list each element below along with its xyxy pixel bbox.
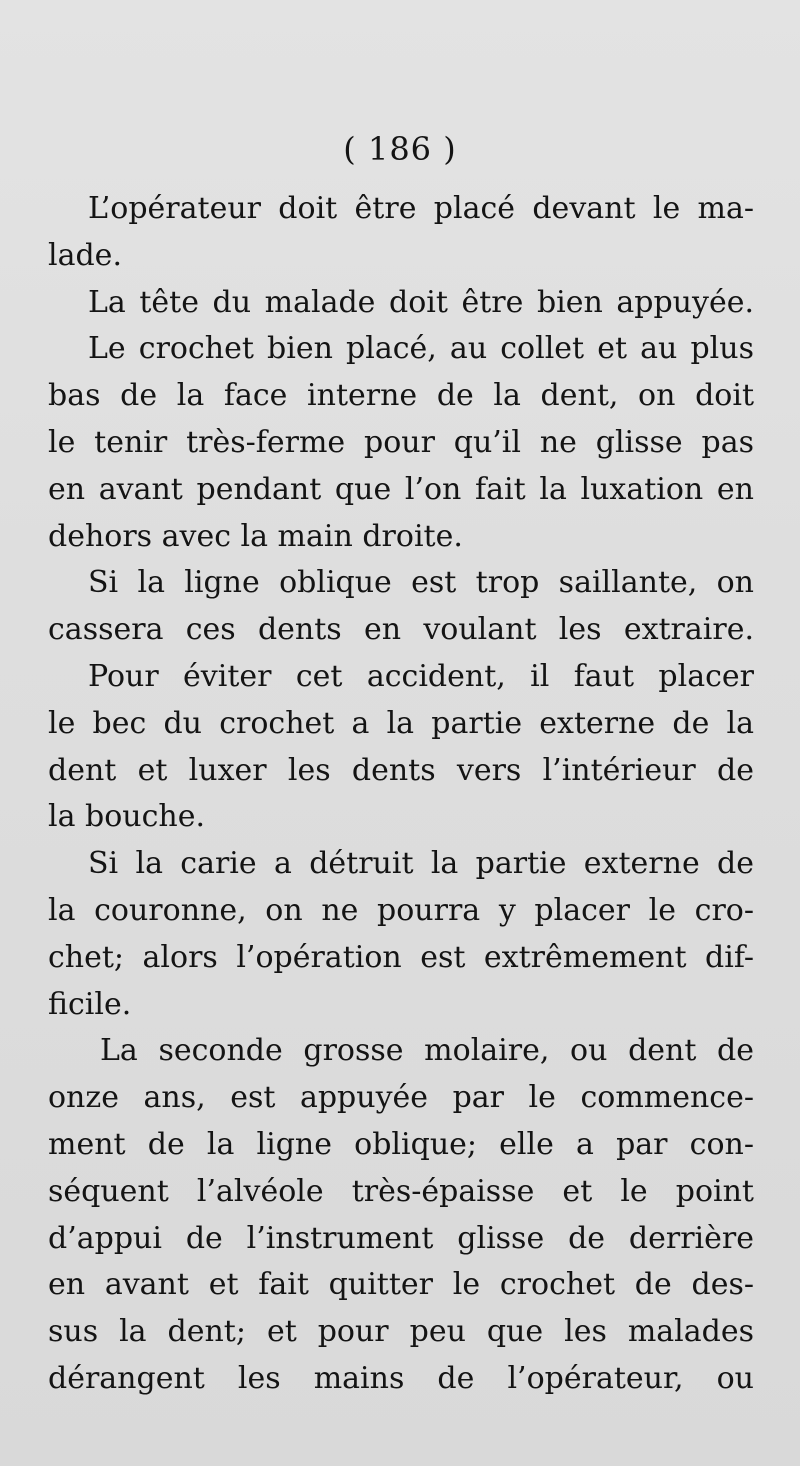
text-line: cassera ces dents en voulant les extraire. xyxy=(48,612,754,648)
text-line: la bouche. xyxy=(48,799,206,835)
text-line: séquent l’alvéole très-épaisse et le point xyxy=(48,1173,754,1209)
text-line: le tenir très-ferme pour qu’il ne glisse pas xyxy=(48,424,754,460)
text-line: Si la carie a détruit la partie externe de xyxy=(88,846,754,882)
text-line: d’appui de l’instrument glisse de derrière xyxy=(48,1220,754,1256)
text-line: en avant pendant que l’on fait la luxation en xyxy=(48,471,754,507)
text-line: ment de la ligne oblique; elle a par con- xyxy=(48,1126,754,1162)
text-line: Pour éviter cet accident, il faut placer xyxy=(88,658,754,694)
text-line: la couronne, on ne pourra y placer le cro- xyxy=(48,892,754,928)
text-line: lade. xyxy=(48,237,122,273)
text-line: La tête du malade doit être bien appuyée. xyxy=(88,284,754,320)
text-line: L’opérateur doit être placé devant le ma- xyxy=(88,191,754,226)
text-line: dehors avec la main droite. xyxy=(48,518,463,554)
text-line: bas de la face interne de la dent, on doit xyxy=(48,378,754,414)
text-line: chet; alors l’opération est extrêmement dif- xyxy=(48,939,754,975)
text-line: dent et luxer les dents vers l’intérieur de xyxy=(48,752,754,788)
text-line: le bec du crochet a la partie externe de la xyxy=(48,705,754,741)
text-line: La seconde grosse molaire, ou dent de xyxy=(100,1033,754,1069)
text-line: dérangent les mains de l’opérateur, ou xyxy=(48,1360,754,1396)
text-line: onze ans, est appuyée par le commence- xyxy=(48,1080,754,1116)
text-line: en avant et fait quitter le crochet de des- xyxy=(48,1267,754,1303)
text-line: Si la ligne oblique est trop saillante, on xyxy=(88,565,754,601)
text-line: ficile. xyxy=(48,986,132,1022)
page-number: ( 186 ) xyxy=(343,130,457,168)
body-text xyxy=(48,186,754,1403)
text-line: Le crochet bien placé, au collet et au plus xyxy=(88,331,754,367)
text-line: sus la dent; et pour peu que les malades xyxy=(48,1314,754,1350)
